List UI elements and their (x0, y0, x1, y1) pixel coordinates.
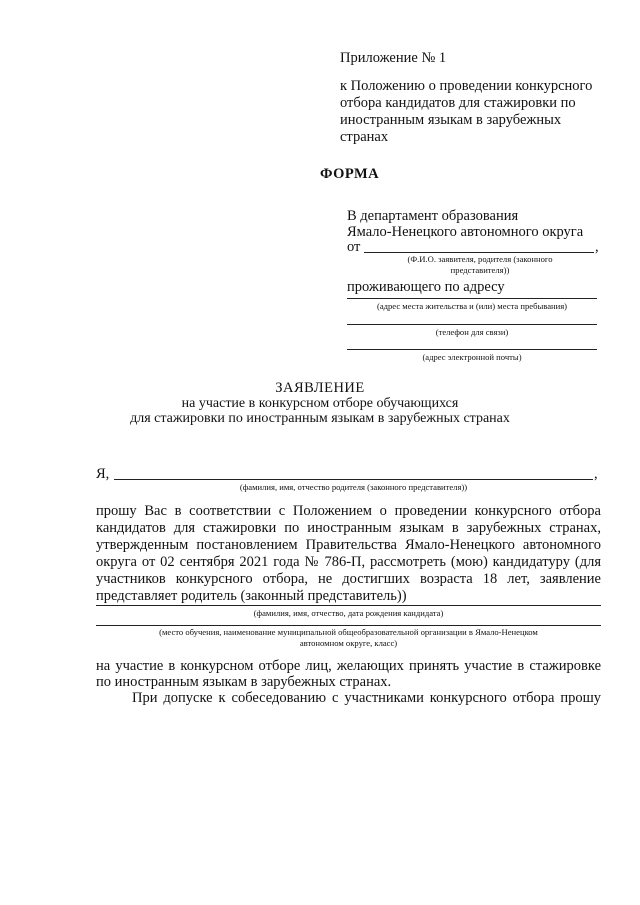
appendix-reference-line: иностранным языкам в зарубежных (340, 112, 562, 128)
candidate-caption: (фамилия, имя, отчество, дата рождения кандидата) (253, 608, 444, 618)
applicant-caption: (фамилия, имя, отчество родителя (законного представителя)) (239, 482, 468, 492)
applicant-prefix: Я, (96, 466, 110, 482)
phone-caption: (телефон для связи) (435, 327, 509, 337)
from-comma: , (595, 239, 599, 255)
applicant-name-field[interactable] (114, 479, 593, 480)
residing-label: проживающего по адресу (347, 279, 505, 295)
statement-title: ЗАЯВЛЕНИЕ (275, 380, 365, 396)
form-label: ФОРМА (320, 166, 380, 182)
school-caption (96, 627, 601, 649)
from-caption-line: (Ф.И.О. заявителя, родителя (законного (407, 254, 553, 264)
school-caption-line: (место обучения, наименование муниципальной общеобразовательной организации в Ямало-Ненецком (159, 627, 538, 637)
addressee-line-2: Ямало-Ненецкого автономного округа (347, 224, 584, 240)
request-line: кандидатов для стажировки по иностранным языкам в зарубежных странах, (96, 520, 601, 536)
request-line: утвержденным постановлением Правительства Ямало-Ненецкого автономного (96, 537, 601, 553)
address-field[interactable] (347, 298, 597, 299)
request-line: округа от 02 сентября 2021 года № 786-П, рассмотреть (мою) кандидатуру (для (96, 554, 601, 570)
appendix-reference-line: к Положению о проведении конкурсного (340, 78, 593, 94)
candidate-name-field[interactable] (96, 605, 601, 606)
applicant-comma: , (594, 466, 598, 482)
request-line: участников конкурсного отбора, не достигших возраста 18 лет, заявление (96, 571, 601, 587)
appendix-number: Приложение № 1 (340, 50, 447, 66)
request-last-line: представляет родитель (законный представитель)) (96, 588, 407, 604)
candidate-school-field[interactable] (96, 625, 601, 626)
email-field[interactable] (347, 349, 597, 350)
school-caption-line: автономном округе, класс) (299, 638, 398, 648)
participation-line-1: на участие в конкурсном отборе лиц, желающих принять участие в стажировке (96, 658, 601, 674)
appendix-reference (340, 78, 620, 146)
statement-subtitle-2: для стажировки по иностранным языкам в зарубежных странах (130, 411, 510, 426)
request-line: прошу Вас в соответствии с Положением о проведении конкурсного отбора (96, 503, 601, 519)
from-name-field[interactable] (364, 252, 594, 253)
addressee-line-1: В департамент образования (347, 208, 519, 224)
interview-line-1: При допуске к собеседованию с участниками конкурсного отбора прошу (132, 690, 601, 706)
address-caption: (адрес места жительства и (или) места пребывания) (376, 301, 568, 311)
from-caption-line: представителя)) (450, 265, 510, 275)
request-paragraph (96, 503, 601, 588)
from-prefix: от (347, 239, 361, 255)
appendix-reference-line: отбора кандидатов для стажировки по (340, 95, 576, 111)
appendix-reference-line: странах (340, 129, 389, 145)
participation-line-2: по иностранным языкам в зарубежных странах. (96, 674, 392, 690)
from-caption (360, 254, 600, 276)
phone-field[interactable] (347, 324, 597, 325)
email-caption: (адрес электронной почты) (422, 352, 522, 362)
statement-subtitle-1: на участие в конкурсном отборе обучающихся (181, 396, 459, 411)
